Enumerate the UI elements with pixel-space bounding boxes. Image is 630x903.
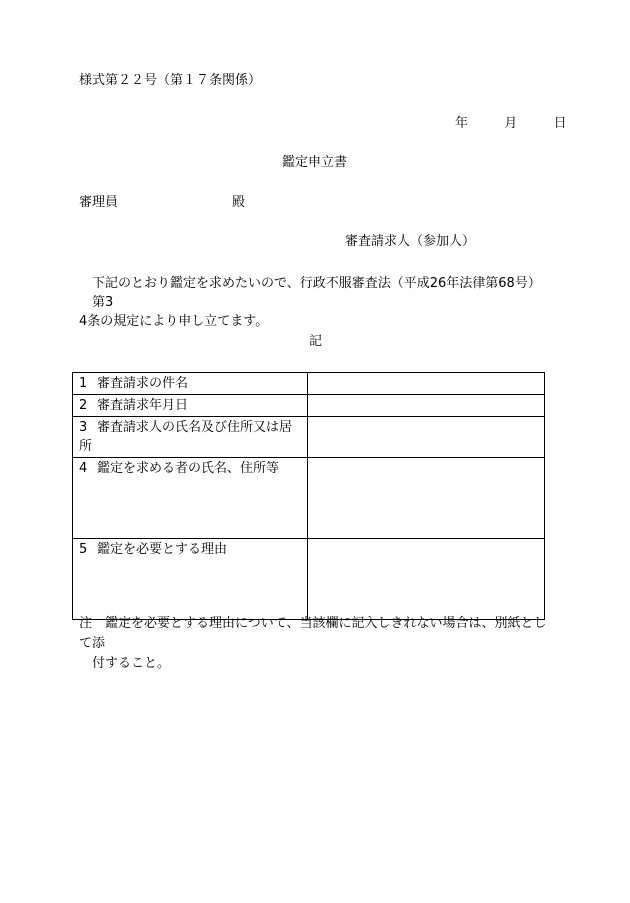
row-label-cell <box>73 458 308 539</box>
recipient-honorific: 殿 <box>232 195 246 210</box>
row-label-cell <box>73 373 308 395</box>
table-row <box>73 373 545 395</box>
document-title: 鑑定申立書 <box>282 155 348 170</box>
row-value-cell[interactable] <box>308 395 545 417</box>
date-month: 月 <box>504 116 518 131</box>
row-label: 審査請求の件名 <box>97 376 189 391</box>
row-number: 2 <box>79 398 88 413</box>
form-number: 様式第２２号（第１７条関係） <box>79 73 262 88</box>
row-value-cell[interactable] <box>308 417 545 458</box>
row-number: 3 <box>79 420 88 435</box>
applicant-label: 審査請求人（参加人） <box>345 234 476 249</box>
row-value-cell[interactable] <box>308 373 545 395</box>
row-label-cell <box>73 539 308 620</box>
row-label: 審査請求年月日 <box>97 398 189 413</box>
table-row <box>73 395 545 417</box>
date-year: 年 <box>455 116 469 131</box>
row-number: 1 <box>79 376 88 391</box>
row-label: 鑑定を必要とする理由 <box>97 542 228 557</box>
note <box>79 614 554 674</box>
row-value-cell[interactable] <box>308 539 545 620</box>
date-day: 日 <box>553 116 567 131</box>
table-row <box>73 539 545 620</box>
recipient-label: 審理員 <box>79 195 119 210</box>
table-row <box>73 458 545 539</box>
note-line-1: 注 鑑定を必要とする理由について、当該欄に記入しきれない場合は、別紙として添 <box>79 616 547 651</box>
date-line <box>455 116 567 132</box>
row-label-cell <box>73 395 308 417</box>
row-number: 5 <box>79 542 88 557</box>
body-text-line-1: 下記のとおり鑑定を求めたいので、行政不服審査法（平成26年法律第68号）第3 <box>92 276 541 310</box>
table-row <box>73 417 545 458</box>
items-table <box>72 372 545 620</box>
note-line-2: 付すること。 <box>92 656 171 671</box>
ki-heading: 記 <box>309 334 323 349</box>
row-label: 審査請求人の氏名及び住所又は居所 <box>79 420 293 454</box>
row-value-cell[interactable] <box>308 458 545 539</box>
recipient <box>79 195 246 211</box>
row-number: 4 <box>79 461 88 476</box>
row-label-cell <box>73 417 308 458</box>
body-text <box>79 274 549 331</box>
body-text-line-2: 4条の規定により申し立てます。 <box>79 314 269 329</box>
row-label: 鑑定を求める者の氏名、住所等 <box>97 461 280 476</box>
